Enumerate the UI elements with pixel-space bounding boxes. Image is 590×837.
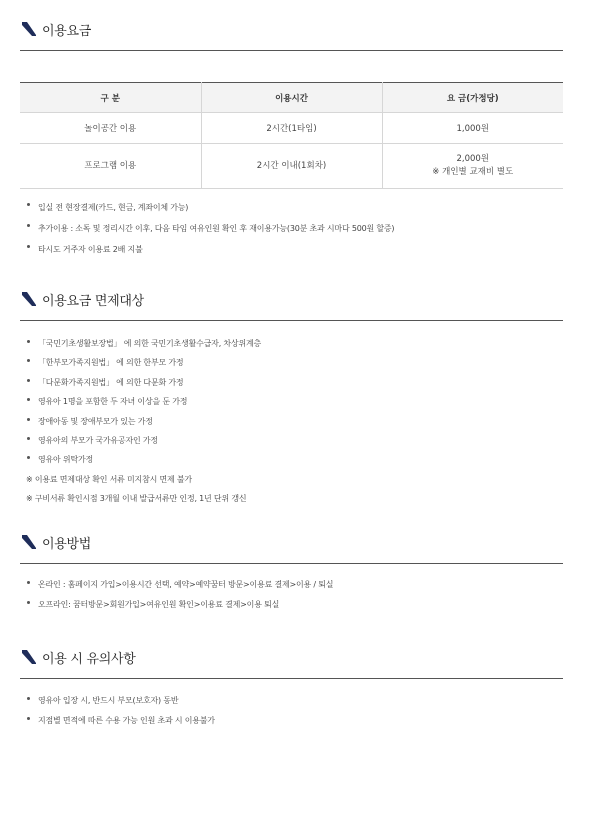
bullet-icon <box>27 456 30 459</box>
list-item: 온라인 : 홈페이지 가입>이용시간 선택, 예약>예약꿈터 방문>이용료 결제>이용 / 퇴실 <box>26 575 333 595</box>
bullet-icon <box>27 203 30 206</box>
bullet-icon <box>27 717 30 720</box>
list-item: 영유아 1명을 포함한 두 자녀 이상을 둔 가정 <box>26 392 261 411</box>
column-header: 구 분 <box>20 83 201 113</box>
usage-method-list <box>26 575 333 615</box>
list-item: 입실 전 현장결제(카드, 현금, 계좌이체 가능) <box>26 197 394 218</box>
list-item: 「한부모가족지원법」 에 의한 한부모 가정 <box>26 353 261 372</box>
list-item: 「다문화가족지원법」 에 의한 다문화 가정 <box>26 373 261 392</box>
list-item: 영유아 위탁가정 <box>26 450 261 469</box>
bullet-icon <box>27 379 30 382</box>
precautions-list <box>26 691 215 731</box>
list-item: 오프라인: 꿈터방문>회원가입>여유인원 확인>이용료 결제>이용 퇴실 <box>26 595 333 615</box>
table-header-row <box>20 83 563 113</box>
section-header-usage <box>20 533 563 564</box>
bullet-icon <box>27 697 30 700</box>
table-cell: 2시간(1타임) <box>201 113 382 144</box>
section-header-fee <box>20 20 563 51</box>
exemption-note: ※ 구비서류 확인시점 3개월 이내 발급서류만 인정, 1년 단위 갱신 <box>26 494 247 504</box>
list-item: 지점별 면적에 따른 수용 가능 인원 초과 시 이용불가 <box>26 711 215 731</box>
section-title: 이용요금 <box>42 24 92 39</box>
section-header-exemption <box>20 290 563 321</box>
section-header-precautions <box>20 648 563 679</box>
section-title: 이용방법 <box>42 537 92 552</box>
fee-notes-list <box>26 197 394 260</box>
list-item: 영유아의 부모가 국가유공자인 가정 <box>26 431 261 450</box>
bullet-icon <box>27 437 30 440</box>
column-header: 이용시간 <box>201 83 382 113</box>
table-cell: 놀이공간 이용 <box>20 113 201 144</box>
section-mark-icon <box>22 650 36 664</box>
section-title: 이용요금 면제대상 <box>42 294 144 309</box>
section-mark-icon <box>22 292 36 306</box>
list-item: 타시도 거주자 이용료 2배 지불 <box>26 239 394 260</box>
list-item: 추가이용 : 소독 및 정리시간 이후, 다음 타임 여유인원 확인 후 재이용가능(30분 초과 시마다 500원 할증) <box>26 218 394 239</box>
fee-note: ※ 개인별 교재비 별도 <box>432 167 514 177</box>
bullet-icon <box>27 340 30 343</box>
bullet-icon <box>27 224 30 227</box>
section-title: 이용 시 유의사항 <box>42 652 136 667</box>
table-cell: 프로그램 이용 <box>20 144 201 189</box>
section-mark-icon <box>22 22 36 36</box>
list-item: 장애아동 및 장애부모가 있는 가정 <box>26 412 261 431</box>
bullet-icon <box>27 245 30 248</box>
list-item: 영유아 입장 시, 반드시 부모(보호자) 동반 <box>26 691 215 711</box>
list-item: 「국민기초생활보장법」 에 의한 국민기초생활수급자, 차상위계층 <box>26 334 261 353</box>
table-cell <box>382 144 563 189</box>
column-header: 요 금(가정당) <box>382 83 563 113</box>
bullet-icon <box>27 581 30 584</box>
section-mark-icon <box>22 535 36 549</box>
fee-value: 2,000원 <box>456 154 490 164</box>
table-row <box>20 113 563 144</box>
exemption-list <box>26 334 261 509</box>
table-row <box>20 144 563 189</box>
bullet-icon <box>27 398 30 401</box>
exemption-note: ※ 이용료 면제대상 확인 서류 미지참시 면제 불가 <box>26 474 192 484</box>
bullet-icon <box>27 418 30 421</box>
fee-table <box>20 82 563 189</box>
bullet-icon <box>27 601 30 604</box>
table-cell: 1,000원 <box>382 113 563 144</box>
bullet-icon <box>27 359 30 362</box>
table-cell: 2시간 이내(1회차) <box>201 144 382 189</box>
